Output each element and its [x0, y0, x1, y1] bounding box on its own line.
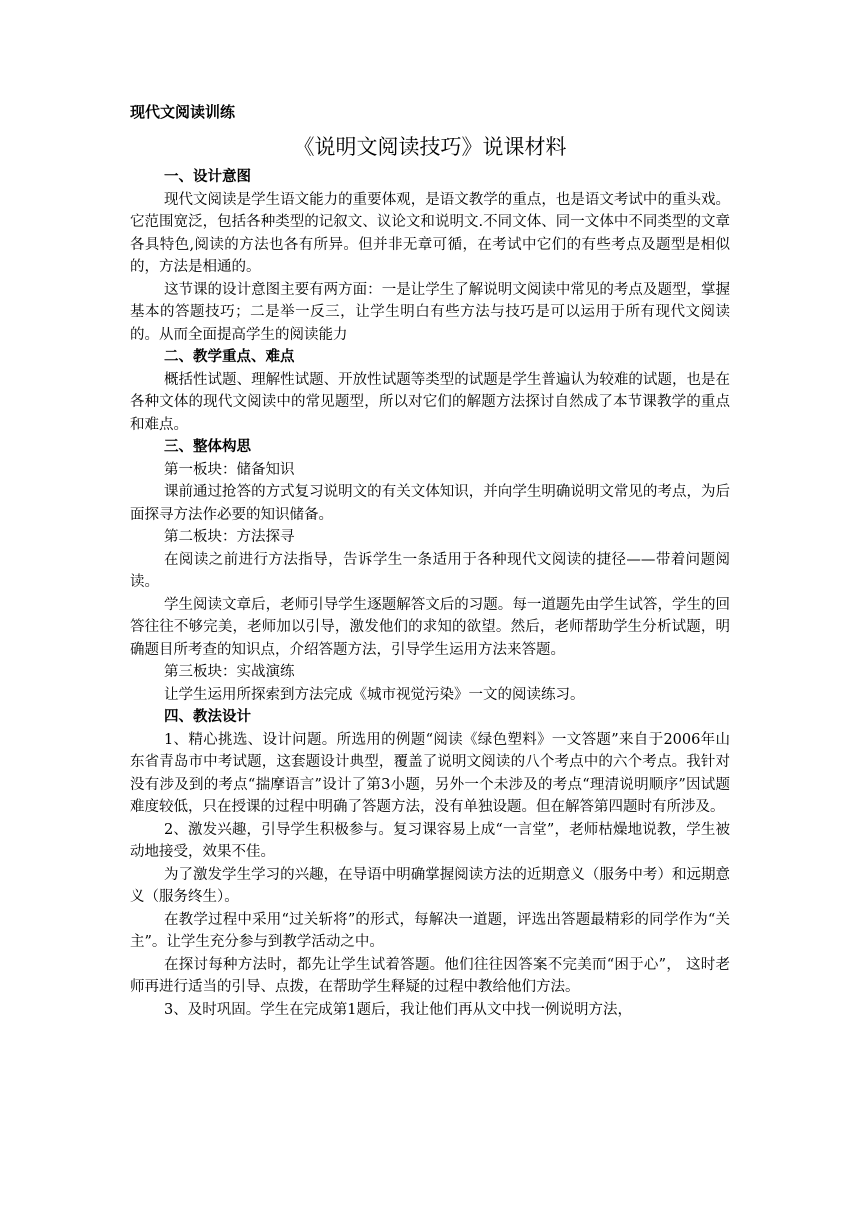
section-heading: 四、教法设计: [164, 709, 251, 725]
block-label: 第三板块：实战演练: [164, 664, 295, 680]
paragraph: 让学生运用所探索到方法完成《城市视觉污染》一文的阅读练习。: [164, 686, 585, 703]
paragraph: 在探讨每种方法时，都先让学生试着答题。他们往往因答案不完美而“困于心”， 这时老师再进行适当的引导、点拨，在帮助学生释疑的过程中教给他们方法。: [130, 956, 730, 995]
section-heading: 二、教学重点、难点: [164, 349, 295, 365]
document-title: 《说明文阅读技巧》说课材料: [293, 135, 567, 159]
paragraph: 在阅读之前进行方法指导，告诉学生一条适用于各种现代文阅读的捷径——带着问题阅读。: [130, 551, 730, 590]
section-design-intent: [130, 166, 730, 346]
paragraph: 概括性试题、理解性试题、开放性试题等类型的试题是学生普遍认为较难的试题，也是在各种文体的现代文阅读中的常见题型，所以对它们的解题方法探讨自然成了本节课教学的重点和难点。: [130, 371, 730, 433]
block-label: 第一板块：储备知识: [164, 461, 295, 478]
document-page: [130, 100, 730, 1021]
section-key-points: [130, 346, 730, 436]
paragraph: 1、精心挑选、设计问题。所选用的例题“阅读《绿色塑料》一文答题”来自于2006年山东省青岛市中考试题，这套题设计典型，覆盖了说明文阅读的八个考点中的六个考点。我针对没有涉及到的考点“揣摩语言”设计了第3小题，另外一个未涉及的考点“理清说明顺序”因试题难度较低，只在授课的过程中明确了答题方法，没有单独设题。但在解答第四题时有所涉及。: [130, 731, 730, 815]
block-label: 第二板块：方法探寻: [164, 529, 295, 545]
document-header: 现代文阅读训练: [130, 103, 236, 121]
paragraph: 这节课的设计意图主要有两方面：一是让学生了解说明文阅读中常见的考点及题型，掌握基本的答题技巧；二是举一反三，让学生明白有些方法与技巧是可以运用于所有现代文阅读的。从而全面提高学生的阅读能力: [130, 281, 730, 343]
section-heading: 三、整体构思: [164, 439, 251, 455]
paragraph: 为了激发学生学习的兴趣，在导语中明确掌握阅读方法的近期意义（服务中考）和远期意义（服务终生）。: [130, 866, 730, 905]
section-overall-concept: [130, 436, 730, 706]
paragraph: 在教学过程中采用“过关斩将”的形式，每解决一道题，评选出答题最精彩的同学作为“关主”。让学生充分参与到教学活动之中。: [130, 911, 730, 950]
section-heading: 一、设计意图: [164, 169, 251, 185]
paragraph: 学生阅读文章后，老师引导学生逐题解答文后的习题。每一道题先由学生试答，学生的回答往往不够完美，老师加以引导，激发他们的求知的欲望。然后，老师帮助学生分析试题，明确题目所考查的知识点，介绍答题方法，引导学生运用方法来答题。: [130, 596, 730, 658]
paragraph: 2、激发兴趣，引导学生积极参与。复习课容易上成“一言堂”，老师枯燥地说教，学生被动地接受，效果不佳。: [130, 821, 730, 860]
paragraph: 课前通过抢答的方式复习说明文的有关文体知识，并向学生明确说明文常见的考点，为后面探寻方法作必要的知识储备。: [130, 484, 730, 523]
section-teaching-methods: [130, 706, 730, 1021]
paragraph: 3、及时巩固。学生在完成第1题后，我让他们再从文中找一例说明方法，: [164, 1001, 632, 1018]
paragraph: 现代文阅读是学生语文能力的重要体观，是语文教学的重点，也是语文考试中的重头戏。它范围宽泛，包括各种类型的记叙文、议论文和说明文.不同文体、同一文体中不同类型的文章各具特色,阅读的方法也各有所异。但并非无章可循，在考试中它们的有些考点及题型是相似的，方法是相通的。: [130, 191, 730, 275]
